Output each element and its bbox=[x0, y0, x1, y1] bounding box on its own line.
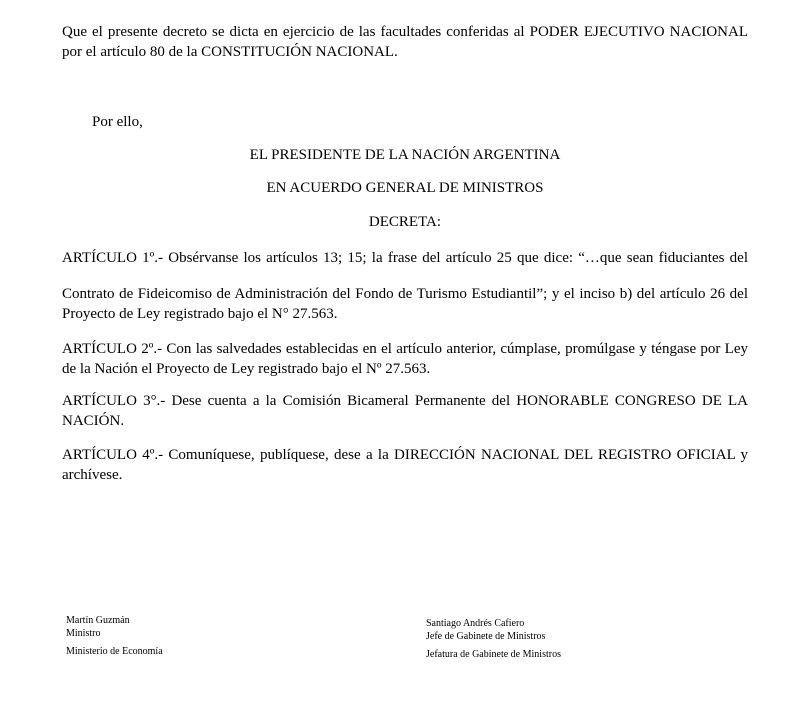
article-3-paragraph: ARTÍCULO 3°.- Dese cuenta a la Comisión Bicameral Permanente del HONORABLE CONGRESO DE LA NACIÓN. bbox=[62, 393, 748, 429]
preamble-paragraph: Que el presente decreto se dicta en ejercicio de las facultades conferidas al PODER EJECUTIVO NACIONAL por el artículo 80 de la CONSTITUCIÓN NACIONAL. bbox=[62, 24, 748, 60]
article-1-line2: Contrato de Fideicomiso de Administración del Fondo de Turismo Estudiantil”; y el inciso b) del artículo 26 del Proyecto de Ley registrado bajo el N° 27.563. bbox=[62, 286, 748, 322]
article-1-line1: ARTÍCULO 1º.- Obsérvanse los artículos 13; 15; la frase del artículo 25 que dice: “…que sean fiduciantes del bbox=[62, 250, 748, 266]
heading-decreta: DECRETA: bbox=[368, 214, 442, 230]
por-ello-text: Por ello, bbox=[92, 114, 143, 130]
signature-right-title: Jefe de Gabinete de Ministros bbox=[426, 631, 546, 642]
signature-left-title: Ministro bbox=[66, 628, 101, 639]
signature-right-name: Santiago Andrés Cafiero bbox=[426, 618, 525, 629]
article-2-paragraph: ARTÍCULO 2º.- Con las salvedades establecidas en el artículo anterior, cúmplase, promúlgase y téngase por Ley de la Nación el Proyecto de Ley registrado bajo el Nº 27.563. bbox=[62, 341, 748, 377]
heading-acuerdo: EN ACUERDO GENERAL DE MINISTROS bbox=[266, 180, 544, 196]
article-4-paragraph: ARTÍCULO 4º.- Comuníquese, publíquese, dese a la DIRECCIÓN NACIONAL DEL REGISTRO OFICIAL y archívese. bbox=[62, 447, 748, 483]
signature-right-office: Jefatura de Gabinete de Ministros bbox=[426, 649, 561, 660]
signature-left-office: Ministerio de Economía bbox=[66, 646, 163, 657]
heading-president: EL PRESIDENTE DE LA NACIÓN ARGENTINA bbox=[249, 147, 561, 163]
signature-left-name: Martín Guzmán bbox=[66, 615, 130, 626]
